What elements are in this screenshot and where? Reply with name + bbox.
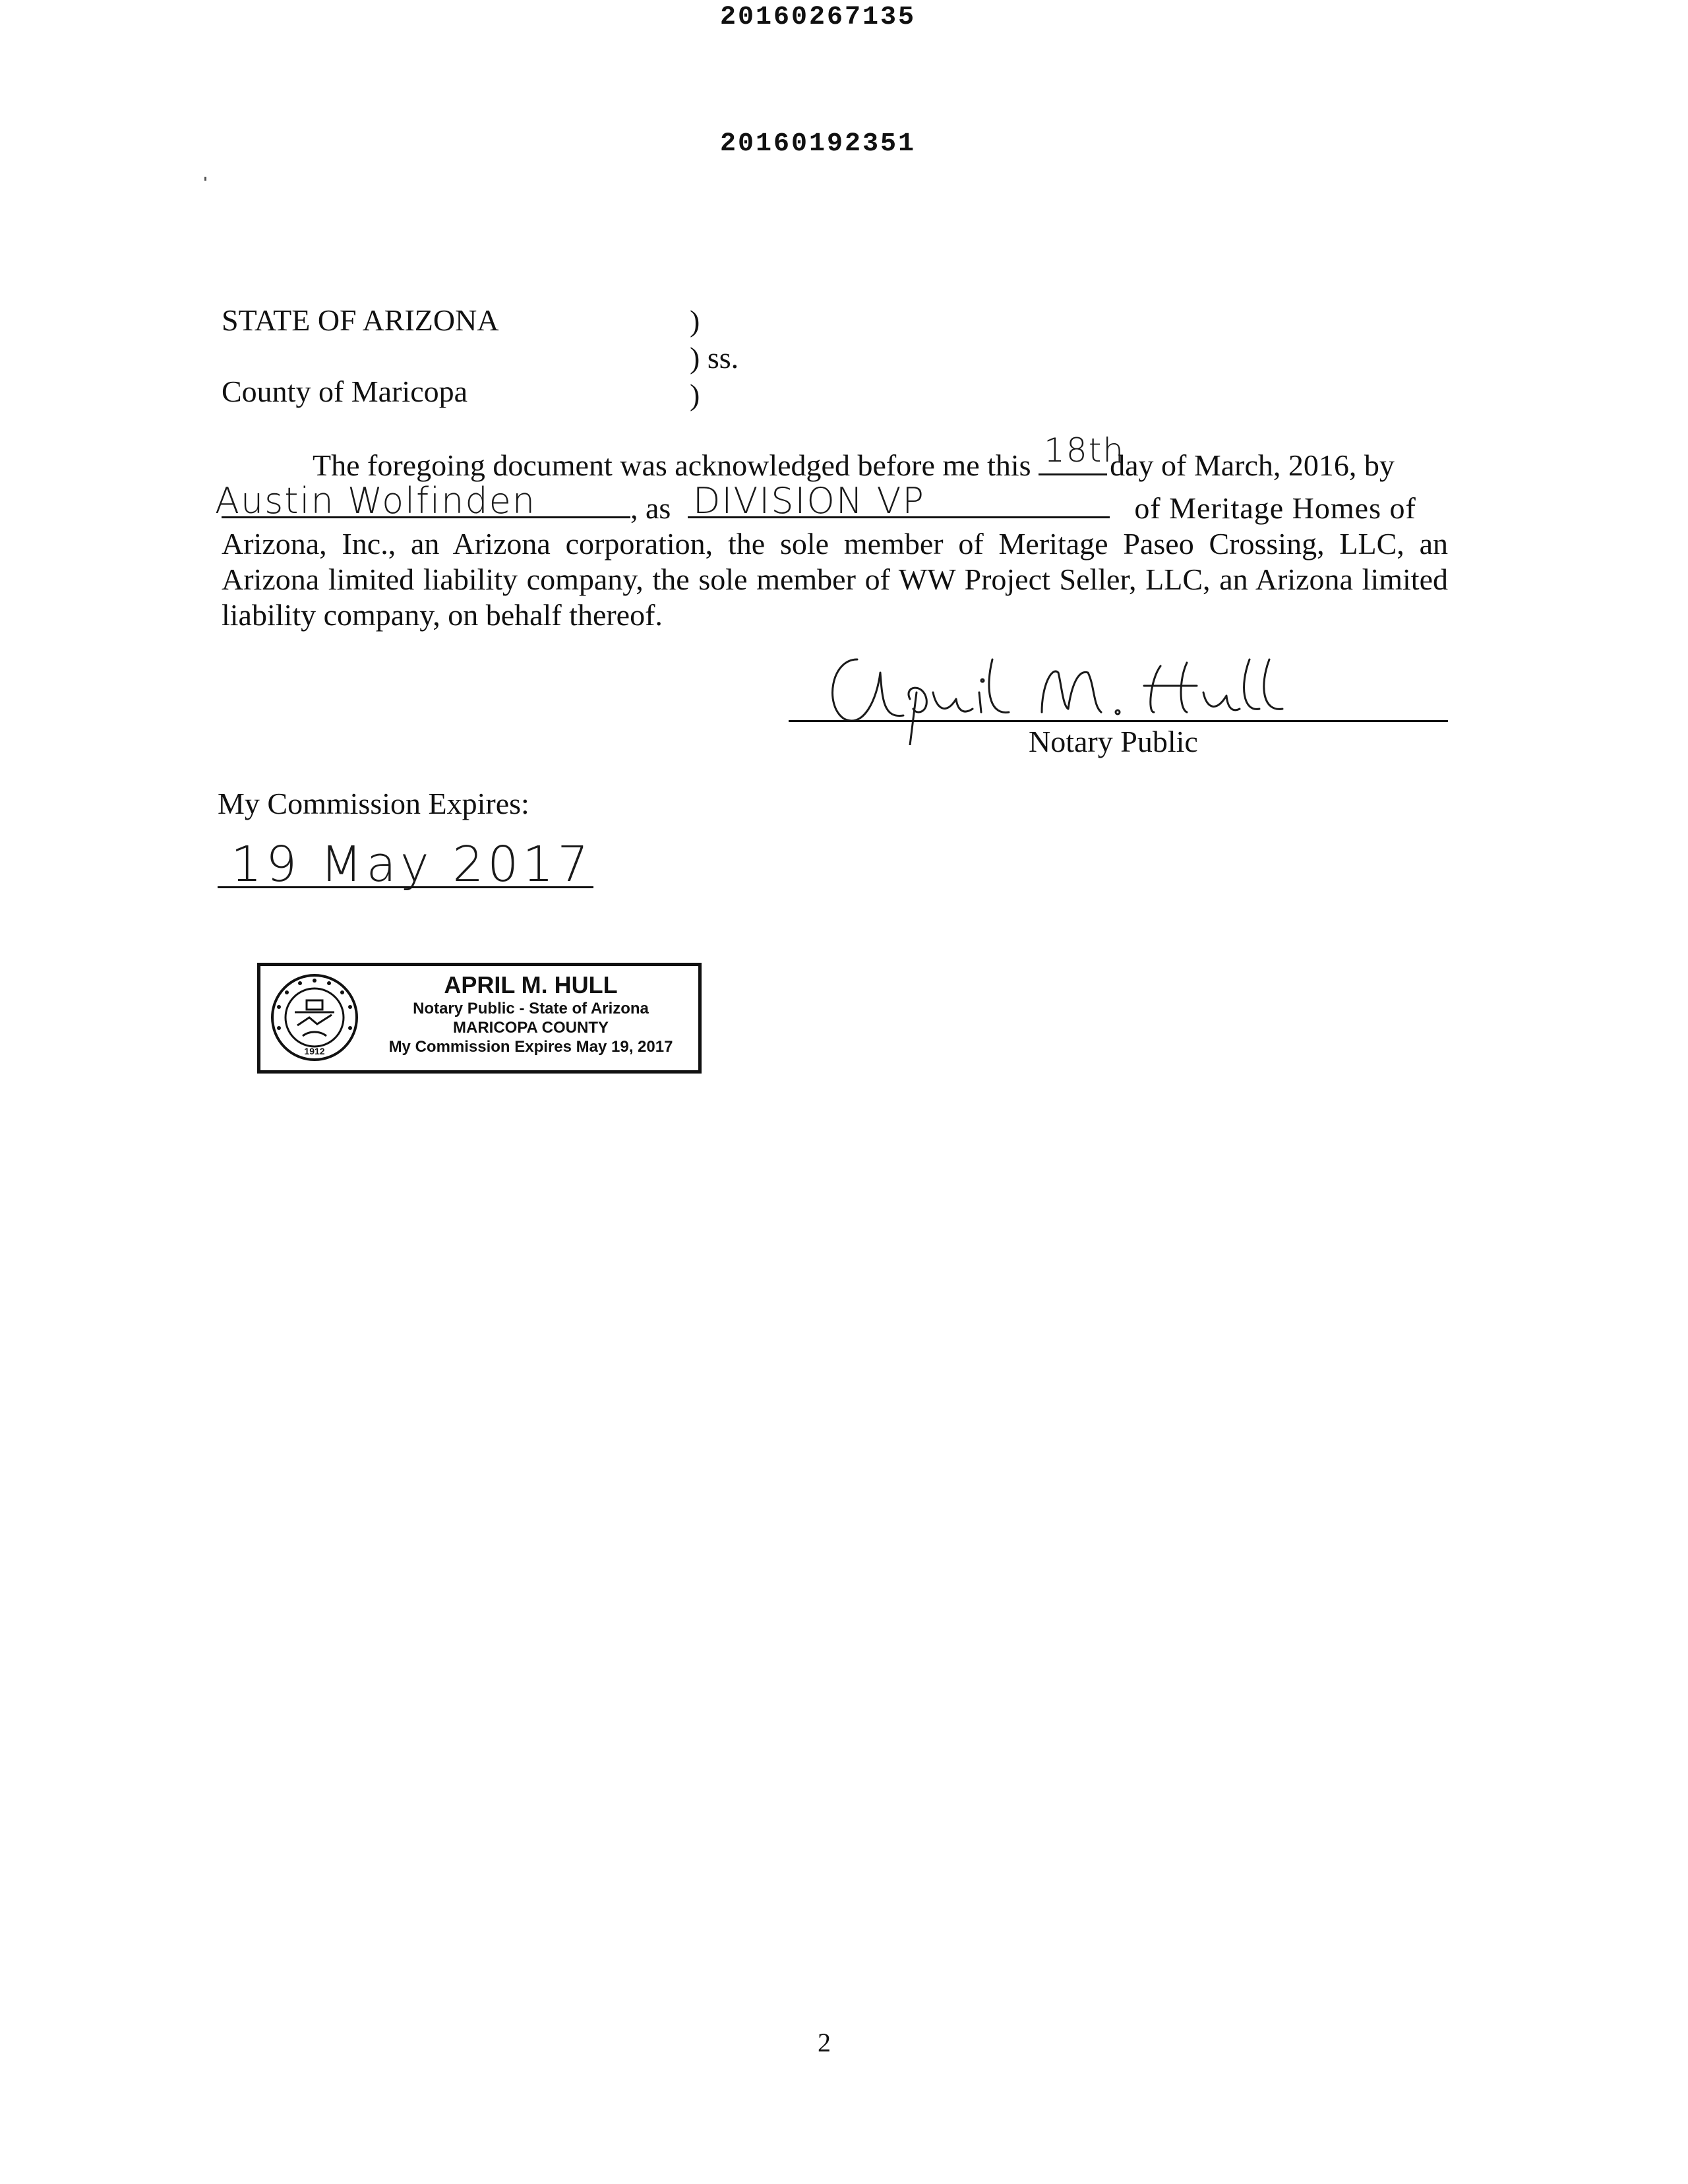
page-number: 2	[818, 2028, 831, 2057]
stamp-notary-state: Notary Public - State of Arizona	[413, 1000, 649, 1017]
stamp-county: MARICOPA COUNTY	[453, 1019, 609, 1037]
stamp-expiration: My Commission Expires May 19, 2017	[388, 1038, 673, 1056]
ack-line-3: Arizona, Inc., an Arizona corporation, the sole member of Meritage Paseo Crossing, LLC, an	[222, 527, 1448, 561]
commission-line	[218, 886, 593, 888]
ack-line1-suffix: day of March, 2016, by	[1110, 448, 1395, 482]
signer-handwritten: Austin Wolfinden	[215, 480, 537, 522]
signature-line	[789, 720, 1448, 722]
venue-ss: ) ss.	[690, 341, 739, 375]
stamp-notary-name: APRIL M. HULL	[444, 971, 618, 998]
commission-date-handwritten: 19 May 2017	[231, 836, 593, 893]
venue-county: County of Maricopa	[222, 375, 468, 408]
signer-blank	[215, 480, 630, 522]
venue-state: STATE OF ARIZONA	[222, 303, 499, 337]
ack-line2-suffix: of Meritage Homes of	[1134, 491, 1416, 525]
stamp-text-block	[366, 971, 696, 1057]
venue-paren-top: )	[690, 304, 700, 338]
recording-number-top: 20160267135	[720, 3, 917, 32]
ack-line-2	[215, 480, 1448, 526]
day-blank	[1039, 431, 1126, 475]
ack-line-1	[222, 431, 1448, 483]
recording-number-secondary: 20160192351	[720, 129, 917, 159]
ack-line1-prefix: The foregoing document was acknowledged before me this	[313, 448, 1031, 482]
day-handwritten: 18th	[1044, 431, 1126, 470]
svg-text:1912: 1912	[304, 1046, 325, 1056]
title-blank	[688, 480, 1110, 522]
state-seal-icon	[270, 973, 359, 1062]
commission-label: My Commission Expires:	[218, 787, 529, 820]
as-text: , as	[630, 491, 671, 525]
acknowledgment-paragraph	[215, 431, 1448, 633]
notary-stamp	[257, 963, 702, 1074]
scan-speck	[204, 177, 206, 181]
notary-public-label: Notary Public	[1029, 725, 1198, 758]
venue-paren-bottom: )	[690, 378, 700, 411]
title-handwritten: DIVISION VP	[692, 480, 925, 522]
ack-line-5: liability company, on behalf thereof.	[222, 598, 663, 632]
ack-line-4: Arizona limited liability company, the sole member of WW Project Seller, LLC, an Arizona limited	[222, 562, 1448, 596]
